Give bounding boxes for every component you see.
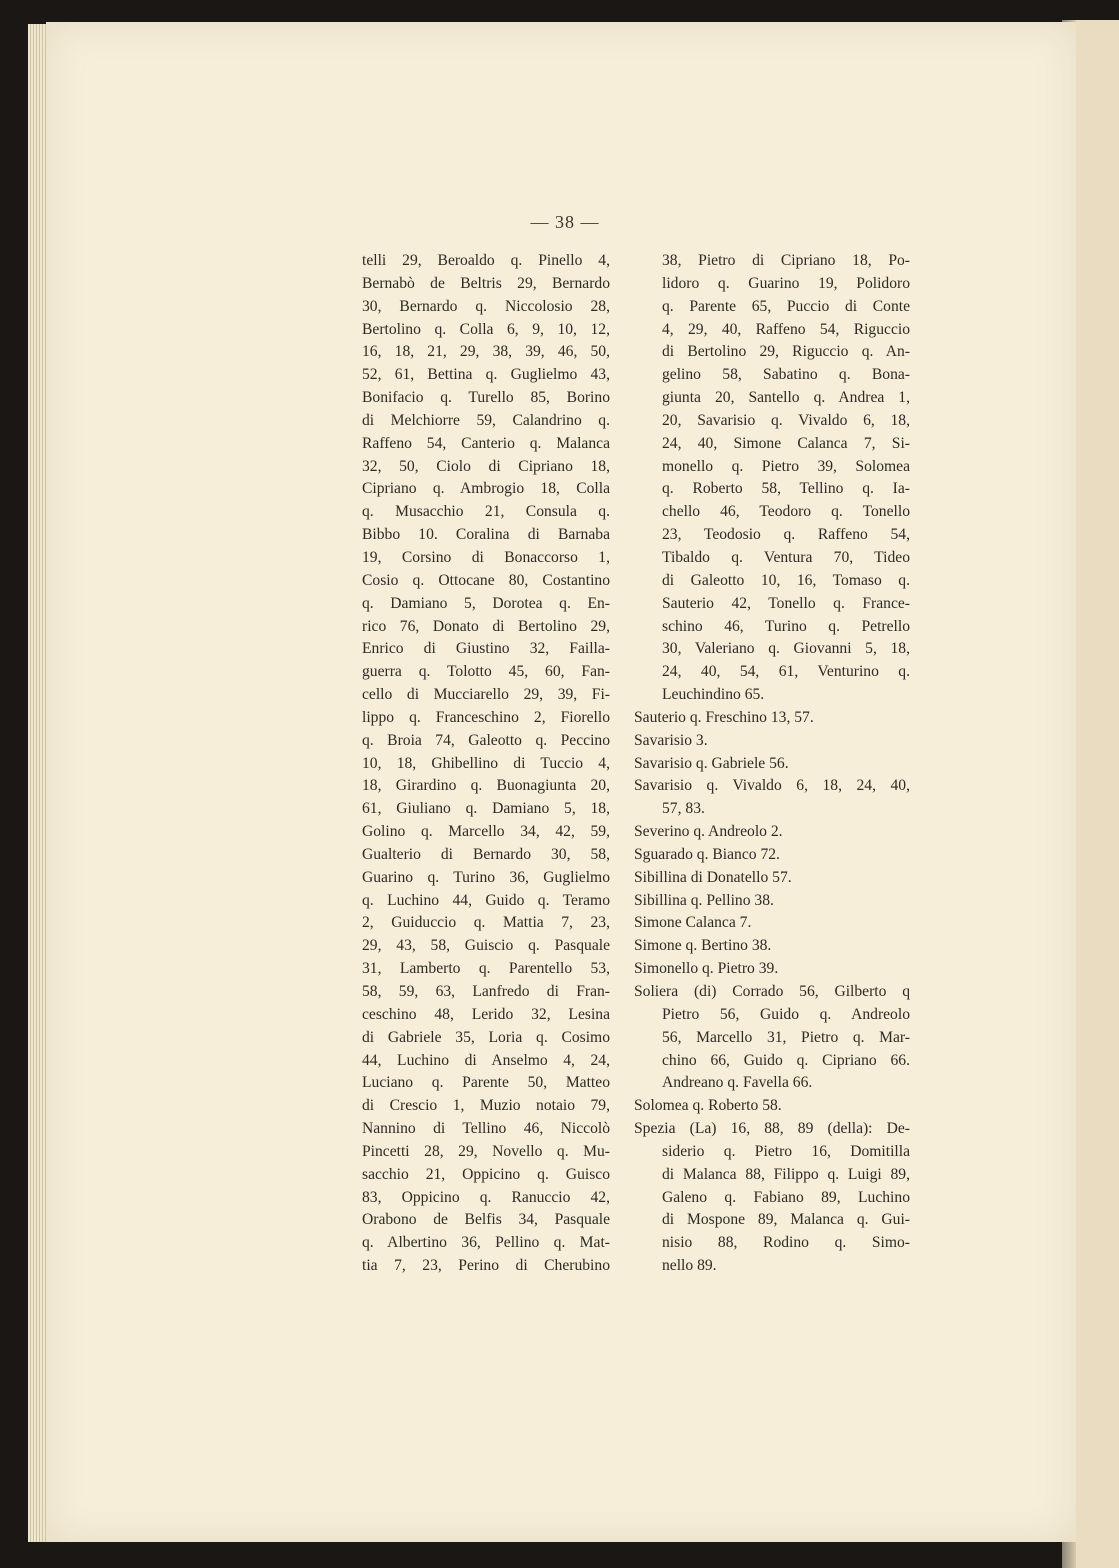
index-entry: Simone q. Bertino 38. [634,937,772,955]
index-line: q. Luchino 44, Guido q. Teramo [362,891,610,909]
index-line: Raffeno 54, Canterio q. Malanca [362,434,610,452]
index-line-continuation: Tibaldo q. Ventura 70, Tideo [662,548,910,566]
index-entry: Spezia (La) 16, 88, 89 (della): De- [634,1120,910,1138]
index-line: Orabono de Belfis 34, Pasquale [362,1211,610,1229]
index-line: Pincetti 28, 29, Novello q. Mu- [362,1142,610,1160]
index-line: Bonifacio q. Turello 85, Borino [362,389,610,407]
index-line-continuation: nisio 88, Rodino q. Simo- [662,1234,910,1252]
index-line: di Crescio 1, Muzio notaio 79, [362,1097,610,1115]
index-entry: Sibillina di Donatello 57. [634,868,792,886]
index-entry: Savarisio 3. [634,731,708,749]
index-line: 31, Lamberto q. Parentello 53, [362,960,610,978]
index-entry: Severino q. Andreolo 2. [634,823,783,841]
index-line-continuation: Galeno q. Fabiano 89, Luchino [662,1188,910,1206]
index-line-continuation: di Mospone 89, Malanca q. Gui- [662,1211,910,1229]
index-line-continuation: nello 89. [662,1257,717,1275]
index-entry: Solomea q. Roberto 58. [634,1097,782,1115]
index-line: 10, 18, Ghibellino di Tuccio 4, [362,754,610,772]
index-line: telli 29, Beroaldo q. Pinello 4, [362,252,610,269]
index-entry: Sauterio q. Freschino 13, 57. [634,708,814,726]
index-line: 61, Giuliano q. Damiano 5, 18, [362,800,610,818]
index-line-continuation: Pietro 56, Guido q. Andreolo [662,1005,910,1023]
index-line-continuation: gelino 58, Sabatino q. Bona- [662,366,910,384]
index-line: 44, Luchino di Anselmo 4, 24, [362,1051,610,1069]
index-line: q. Broia 74, Galeotto q. Peccino [362,731,610,749]
index-line: 58, 59, 63, Lanfredo di Fran- [362,983,610,1000]
index-line: cello di Mucciarello 29, 39, Fi- [362,686,610,704]
index-entry: Simone Calanca 7. [634,914,752,932]
index-line-continuation: Leuchindino 65. [662,686,765,704]
index-line-continuation: di Bertolino 29, Riguccio q. An- [662,343,910,361]
index-line: Bernabò de Beltris 29, Bernardo [362,274,610,292]
index-line: Guarino q. Turino 36, Guglielmo [362,868,610,886]
index-line: Cipriano q. Ambrogio 18, Colla [362,480,610,498]
index-entry: Soliera (di) Corrado 56, Gilberto q [634,983,910,1000]
index-line: q. Albertino 36, Pellino q. Mat- [362,1234,610,1252]
index-line-continuation: siderio q. Pietro 16, Domitilla [662,1142,910,1160]
index-line: ceschino 48, Lerido 32, Lesina [362,1005,610,1023]
index-line: Gualterio di Bernardo 30, 58, [362,845,610,863]
index-line: 52, 61, Bettina q. Guglielmo 43, [362,366,610,384]
index-line-continuation: lidoro q. Guarino 19, Polidoro [662,274,910,292]
index-line-continuation: chello 46, Teodoro q. Tonello [662,503,910,521]
index-line: di Gabriele 35, Loria q. Cosimo [362,1028,610,1046]
index-line: Enrico di Giustino 32, Failla- [362,640,610,658]
index-line-continuation: monello q. Pietro 39, Solomea [662,457,910,475]
index-line: 29, 43, 58, Guiscio q. Pasquale [362,937,610,955]
index-line: Cosio q. Ottocane 80, Costantino [362,571,610,589]
index-line-continuation: 30, Valeriano q. Giovanni 5, 18, [662,640,910,658]
index-line-continuation: 4, 29, 40, Raffeno 54, Riguccio [662,320,910,338]
index-line: 30, Bernardo q. Niccolosio 28, [362,297,610,315]
index-line-continuation: 24, 40, Simone Calanca 7, Si- [662,434,910,452]
index-line-continuation: schino 46, Turino q. Petrello [662,617,910,635]
index-line: rico 76, Donato di Bertolino 29, [362,617,610,635]
index-line: 83, Oppicino q. Ranuccio 42, [362,1188,610,1206]
index-line: 32, 50, Ciolo di Cipriano 18, [362,457,610,475]
index-line-continuation: Sauterio 42, Tonello q. France- [662,594,910,612]
index-line: 19, Corsino di Bonaccorso 1, [362,548,610,566]
index-line-continuation: 56, Marcello 31, Pietro q. Mar- [662,1028,910,1046]
index-line: guerra q. Tolotto 45, 60, Fan- [362,663,610,681]
index-line-continuation: di Galeotto 10, 16, Tomaso q. [662,571,910,589]
index-line: tia 7, 23, Perino di Cherubino [362,1257,610,1275]
index-line: 2, Guiduccio q. Mattia 7, 23, [362,914,610,932]
index-line-continuation: giunta 20, Santello q. Andrea 1, [662,389,910,407]
index-line-continuation: q. Roberto 58, Tellino q. Ia- [662,480,910,498]
index-line-continuation: 23, Teodosio q. Raffeno 54, [662,526,910,544]
index-entry: Sibillina q. Pellino 38. [634,891,774,909]
index-column-right [634,250,910,1278]
index-line-continuation: di Malanca 88, Filippo q. Luigi 89, [662,1165,910,1183]
index-entry: Savarisio q. Vivaldo 6, 18, 24, 40, [634,777,910,795]
index-line-continuation: 57, 83. [662,800,705,818]
index-line-continuation: chino 66, Guido q. Cipriano 66. [662,1051,910,1069]
index-line: Bertolino q. Colla 6, 9, 10, 12, [362,320,610,338]
index-line: q. Musacchio 21, Consula q. [362,503,610,521]
index-line-continuation: 38, Pietro di Cipriano 18, Po- [662,252,910,269]
index-line: Luciano q. Parente 50, Matteo [362,1074,610,1092]
index-line: lippo q. Franceschino 2, Fiorello [362,708,610,726]
index-line-continuation: q. Parente 65, Puccio di Conte [662,297,910,315]
index-line: sacchio 21, Oppicino q. Guisco [362,1165,610,1183]
index-line-continuation: 24, 40, 54, 61, Venturino q. [662,663,910,681]
index-line: 18, Girardino q. Buonagiunta 20, [362,777,610,795]
index-line-continuation: 20, Savarisio q. Vivaldo 6, 18, [662,411,910,429]
index-entry: Sguarado q. Bianco 72. [634,845,780,863]
index-line: di Melchiorre 59, Calandrino q. [362,411,610,429]
index-entry: Savarisio q. Gabriele 56. [634,754,789,772]
index-line: q. Damiano 5, Dorotea q. En- [362,594,610,612]
page-number: — 38 — [530,212,600,232]
index-line: Bibbo 10. Coralina di Barnaba [362,526,610,544]
index-line-continuation: Andreano q. Favella 66. [662,1074,813,1092]
index-line: 16, 18, 21, 29, 38, 39, 46, 50, [362,343,610,361]
index-line: Nannino di Tellino 46, Niccolò [362,1120,610,1138]
index-column-left [362,250,610,1278]
index-line: Golino q. Marcello 34, 42, 59, [362,823,610,841]
index-entry: Simonello q. Pietro 39. [634,960,779,978]
